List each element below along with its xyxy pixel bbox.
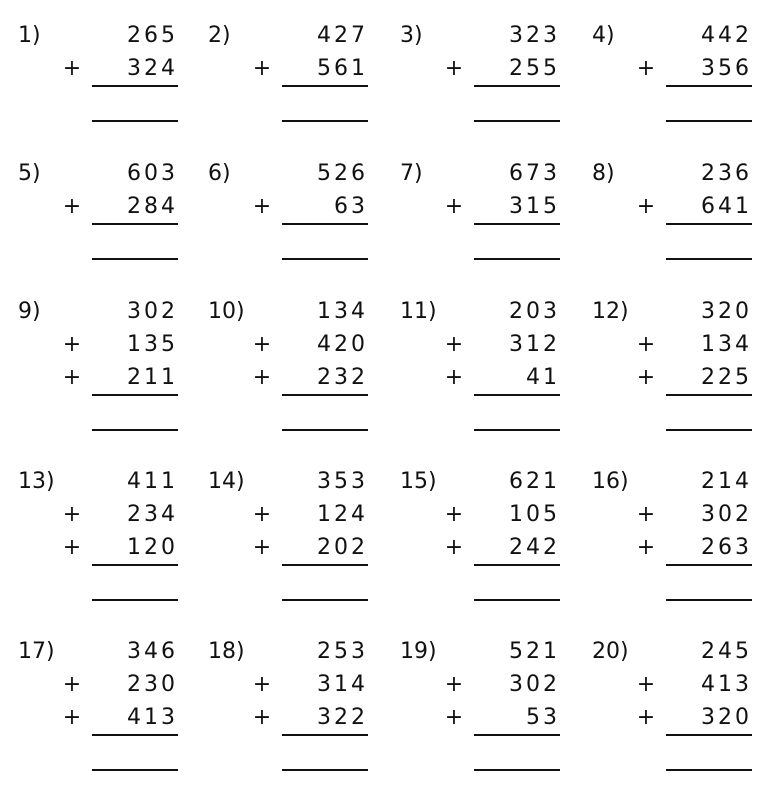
addend-value: 302	[127, 299, 178, 324]
plus-sign: +	[636, 56, 656, 81]
addend-row	[208, 532, 388, 564]
addend-value: 253	[317, 639, 368, 664]
problem-10	[208, 296, 388, 436]
sum-line	[92, 85, 178, 87]
addend-value: 413	[127, 705, 178, 730]
answer-line[interactable]	[666, 429, 752, 431]
addend-value: 314	[317, 672, 368, 697]
sum-line	[282, 734, 368, 736]
plus-sign: +	[62, 56, 82, 81]
problem-14	[208, 466, 388, 606]
sum-line	[282, 394, 368, 396]
addend-value: 603	[127, 161, 178, 186]
addend-row	[400, 296, 580, 328]
addend-row	[592, 362, 769, 394]
addend-value: 323	[509, 23, 560, 48]
addend-row	[208, 702, 388, 734]
addend-value: 214	[701, 469, 752, 494]
sum-line	[92, 223, 178, 225]
addend-row	[18, 329, 198, 361]
addend-value: 232	[317, 365, 368, 390]
answer-line[interactable]	[282, 120, 368, 122]
problem-number: 20)	[592, 639, 629, 664]
plus-sign: +	[444, 56, 464, 81]
addend-row	[208, 20, 388, 52]
plus-sign: +	[62, 535, 82, 560]
problem-number: 3)	[400, 23, 423, 48]
plus-sign: +	[252, 502, 272, 527]
problem-5	[18, 158, 198, 298]
answer-line[interactable]	[474, 769, 560, 771]
plus-sign: +	[636, 332, 656, 357]
addend-row	[208, 636, 388, 668]
addend-value: 320	[701, 299, 752, 324]
addend-row	[208, 499, 388, 531]
plus-sign: +	[636, 705, 656, 730]
plus-sign: +	[444, 365, 464, 390]
plus-sign: +	[252, 705, 272, 730]
sum-line	[92, 734, 178, 736]
problem-number: 16)	[592, 469, 629, 494]
sum-line	[666, 564, 752, 566]
problem-number: 6)	[208, 161, 231, 186]
addend-value: 53	[526, 705, 560, 730]
addend-value: 202	[317, 535, 368, 560]
answer-line[interactable]	[666, 599, 752, 601]
plus-sign: +	[444, 502, 464, 527]
plus-sign: +	[636, 535, 656, 560]
problem-9	[18, 296, 198, 436]
addend-row	[400, 158, 580, 190]
sum-line	[282, 564, 368, 566]
addend-value: 63	[334, 194, 368, 219]
problem-number: 12)	[592, 299, 629, 324]
problem-4	[592, 20, 769, 160]
plus-sign: +	[252, 332, 272, 357]
addend-value: 134	[701, 332, 752, 357]
addend-value: 442	[701, 23, 752, 48]
addend-value: 135	[127, 332, 178, 357]
problem-11	[400, 296, 580, 436]
problem-19	[400, 636, 580, 776]
addend-value: 411	[127, 469, 178, 494]
addend-row	[208, 158, 388, 190]
addend-row	[18, 466, 198, 498]
problem-2	[208, 20, 388, 160]
addend-value: 265	[127, 23, 178, 48]
addend-value: 230	[127, 672, 178, 697]
addend-value: 302	[701, 502, 752, 527]
plus-sign: +	[636, 194, 656, 219]
plus-sign: +	[444, 705, 464, 730]
addend-row	[400, 191, 580, 223]
answer-line[interactable]	[474, 429, 560, 431]
plus-sign: +	[62, 365, 82, 390]
sum-line	[474, 223, 560, 225]
problem-20	[592, 636, 769, 776]
problem-number: 9)	[18, 299, 41, 324]
addend-row	[592, 466, 769, 498]
problem-number: 18)	[208, 639, 245, 664]
addend-value: 124	[317, 502, 368, 527]
answer-line[interactable]	[92, 599, 178, 601]
addend-value: 225	[701, 365, 752, 390]
plus-sign: +	[636, 365, 656, 390]
plus-sign: +	[636, 672, 656, 697]
problem-number: 8)	[592, 161, 615, 186]
addend-row	[18, 532, 198, 564]
addend-value: 427	[317, 23, 368, 48]
plus-sign: +	[62, 672, 82, 697]
problem-number: 17)	[18, 639, 55, 664]
answer-line[interactable]	[92, 258, 178, 260]
addend-row	[592, 329, 769, 361]
problem-8	[592, 158, 769, 298]
answer-line[interactable]	[474, 599, 560, 601]
addend-row	[592, 53, 769, 85]
addend-row	[400, 702, 580, 734]
addend-value: 621	[509, 469, 560, 494]
addend-row	[400, 466, 580, 498]
answer-line[interactable]	[474, 258, 560, 260]
answer-line[interactable]	[282, 769, 368, 771]
addend-row	[208, 669, 388, 701]
problem-number: 14)	[208, 469, 245, 494]
sum-line	[92, 394, 178, 396]
sum-line	[474, 394, 560, 396]
answer-line[interactable]	[666, 258, 752, 260]
addend-value: 134	[317, 299, 368, 324]
addend-value: 312	[509, 332, 560, 357]
problem-17	[18, 636, 198, 776]
addend-value: 41	[526, 365, 560, 390]
plus-sign: +	[444, 672, 464, 697]
addend-value: 105	[509, 502, 560, 527]
addend-row	[400, 53, 580, 85]
addend-value: 284	[127, 194, 178, 219]
addend-value: 526	[317, 161, 368, 186]
plus-sign: +	[252, 56, 272, 81]
problem-number: 15)	[400, 469, 437, 494]
addend-value: 263	[701, 535, 752, 560]
addend-row	[18, 362, 198, 394]
problem-number: 11)	[400, 299, 437, 324]
addend-row	[592, 669, 769, 701]
addend-row	[592, 296, 769, 328]
addend-row	[18, 53, 198, 85]
addend-row	[592, 499, 769, 531]
addend-row	[400, 20, 580, 52]
plus-sign: +	[252, 535, 272, 560]
plus-sign: +	[636, 502, 656, 527]
problem-13	[18, 466, 198, 606]
addend-value: 420	[317, 332, 368, 357]
addend-row	[400, 532, 580, 564]
addend-value: 673	[509, 161, 560, 186]
plus-sign: +	[252, 194, 272, 219]
addend-row	[208, 466, 388, 498]
sum-line	[474, 85, 560, 87]
answer-line[interactable]	[666, 120, 752, 122]
problem-number: 19)	[400, 639, 437, 664]
addend-row	[400, 636, 580, 668]
addend-value: 203	[509, 299, 560, 324]
addend-row	[592, 20, 769, 52]
addend-value: 521	[509, 639, 560, 664]
plus-sign: +	[62, 502, 82, 527]
addend-value: 641	[701, 194, 752, 219]
addend-row	[400, 329, 580, 361]
sum-line	[92, 564, 178, 566]
addend-row	[592, 158, 769, 190]
problem-18	[208, 636, 388, 776]
addend-row	[400, 499, 580, 531]
problem-15	[400, 466, 580, 606]
problem-number: 7)	[400, 161, 423, 186]
addend-value: 236	[701, 161, 752, 186]
sum-line	[474, 734, 560, 736]
addend-row	[18, 702, 198, 734]
addend-row	[18, 669, 198, 701]
plus-sign: +	[444, 194, 464, 219]
answer-line[interactable]	[282, 429, 368, 431]
addend-value: 346	[127, 639, 178, 664]
addend-value: 255	[509, 56, 560, 81]
addend-row	[592, 191, 769, 223]
problem-3	[400, 20, 580, 160]
addend-value: 413	[701, 672, 752, 697]
addend-row	[400, 669, 580, 701]
addend-value: 302	[509, 672, 560, 697]
problem-7	[400, 158, 580, 298]
addend-row	[208, 329, 388, 361]
sum-line	[666, 223, 752, 225]
addend-value: 353	[317, 469, 368, 494]
answer-line[interactable]	[92, 769, 178, 771]
addend-row	[18, 636, 198, 668]
problem-6	[208, 158, 388, 298]
addend-value: 211	[127, 365, 178, 390]
problem-number: 2)	[208, 23, 231, 48]
sum-line	[666, 734, 752, 736]
plus-sign: +	[62, 705, 82, 730]
problem-16	[592, 466, 769, 606]
addend-value: 245	[701, 639, 752, 664]
addend-row	[208, 53, 388, 85]
addend-row	[18, 499, 198, 531]
problem-number: 13)	[18, 469, 55, 494]
addend-row	[208, 191, 388, 223]
addend-row	[208, 362, 388, 394]
sum-line	[666, 85, 752, 87]
problem-number: 5)	[18, 161, 41, 186]
addend-value: 324	[127, 56, 178, 81]
addend-value: 120	[127, 535, 178, 560]
addend-row	[400, 362, 580, 394]
addend-row	[18, 191, 198, 223]
plus-sign: +	[444, 535, 464, 560]
addend-value: 320	[701, 705, 752, 730]
problem-number: 10)	[208, 299, 245, 324]
addend-value: 356	[701, 56, 752, 81]
plus-sign: +	[252, 672, 272, 697]
answer-line[interactable]	[666, 769, 752, 771]
addend-value: 322	[317, 705, 368, 730]
answer-line[interactable]	[474, 120, 560, 122]
addend-row	[18, 296, 198, 328]
problem-number: 4)	[592, 23, 615, 48]
answer-line[interactable]	[92, 120, 178, 122]
sum-line	[666, 394, 752, 396]
answer-line[interactable]	[282, 258, 368, 260]
addend-value: 561	[317, 56, 368, 81]
addend-value: 315	[509, 194, 560, 219]
plus-sign: +	[444, 332, 464, 357]
addend-row	[18, 158, 198, 190]
addend-row	[592, 636, 769, 668]
addend-value: 242	[509, 535, 560, 560]
sum-line	[474, 564, 560, 566]
plus-sign: +	[62, 194, 82, 219]
sum-line	[282, 85, 368, 87]
answer-line[interactable]	[92, 429, 178, 431]
addend-row	[18, 20, 198, 52]
addend-row	[592, 702, 769, 734]
problem-12	[592, 296, 769, 436]
addend-row	[592, 532, 769, 564]
problem-number: 1)	[18, 23, 41, 48]
plus-sign: +	[62, 332, 82, 357]
addend-row	[208, 296, 388, 328]
sum-line	[282, 223, 368, 225]
answer-line[interactable]	[282, 599, 368, 601]
problem-1	[18, 20, 198, 160]
addend-value: 234	[127, 502, 178, 527]
plus-sign: +	[252, 365, 272, 390]
